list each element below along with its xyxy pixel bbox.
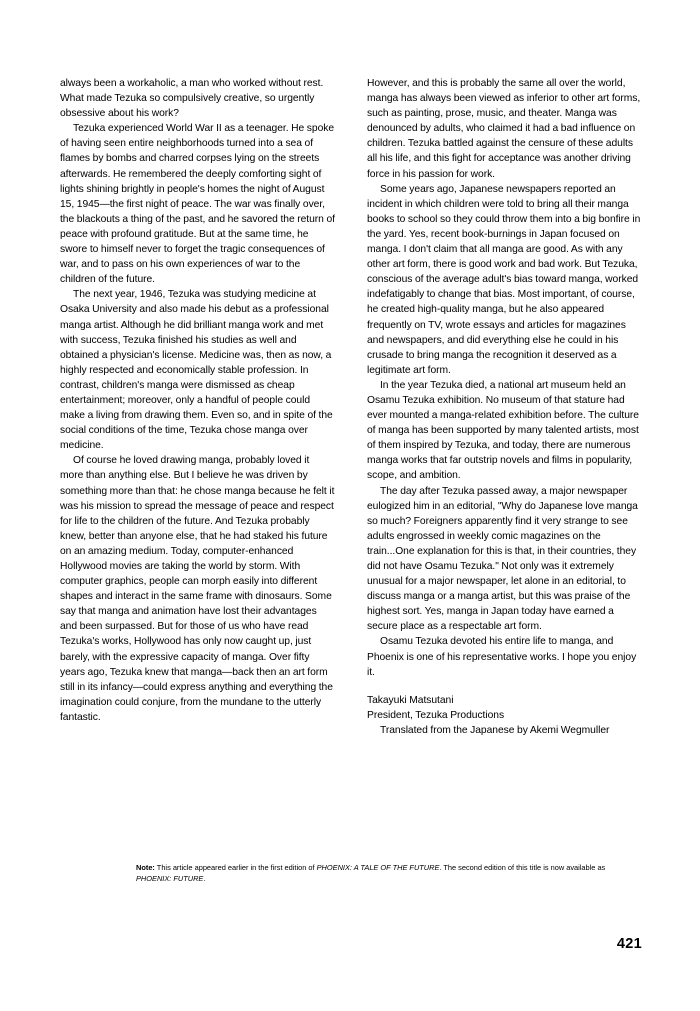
paragraph: Some years ago, Japanese newspapers reported an incident in which children were told to bring all their manga books to school so they could throw them into a big bonfire in the yard. Yes, recent book-burnings in Japan focused on manga. I don't claim that all manga are good. As with any other art form, there is good work and bad work. But Tezuka, conscious of the average adult's bias toward manga, worked indefatigably to change that bias. Most important, of course, he created high-quality manga, but he also appeared frequently on TV, wrote essays and articles for magazines and newspapers, and did everything else he could in his crusade to bring manga the recognition it deserved as a legitimate art form. bbox=[367, 183, 641, 376]
paragraph: Tezuka experienced World War II as a teenager. He spoke of having seen entire neighborhoods turned into a sea of flames by bombs and charred corpses lying on the streets afterwards. He remembered the deeply comforting sight of lights shining brightly in people's homes the night of August 15, 1945—the first night of peace. The war was finally over, the blackouts a thing of the past, and he savored the return of peace with profound gratitude. But at the same time, he swore to himself never to forget the tragic consequences of war, and to pass on his own experiences of war to the children of the future. bbox=[60, 123, 335, 286]
paragraph: always been a workaholic, a man who worked without rest. What made Tezuka so compulsively creative, so urgently obsessive about his work? bbox=[60, 78, 324, 120]
footnote-title-second-edition: PHOENIX: FUTURE bbox=[136, 874, 204, 883]
footnote-title-first-edition: PHOENIX: A TALE OF THE FUTURE bbox=[316, 863, 440, 872]
right-column bbox=[367, 76, 642, 738]
footnote-text-before: This article appeared earlier in the first edition of bbox=[154, 863, 317, 872]
paragraph: In the year Tezuka died, a national art museum held an Osamu Tezuka exhibition. No museum of that stature had ever mounted a manga-related exhibition before. The culture of manga has been supported by many talented artists, most of them inspired by Tezuka, and today, there are numerous manga works that far outstrip novels and films in popularity, scope, and ambition. bbox=[367, 379, 639, 482]
footnote-text-after: . bbox=[203, 874, 206, 883]
paragraph: The next year, 1946, Tezuka was studying medicine at Osaka University and also made his debut as a professional manga artist. Although he did brilliant manga work and met with success, Tezuka finished his studies as well and obtained a physician's license. Medicine was, then as now, a highly respected and economically stable profession. In contrast, children's manga were dismissed as cheap entertainment; moreover, only a handful of people could make a living from drawing them. Even so, and in spite of the social conditions of the time, Tezuka chose manga over medicine. bbox=[60, 289, 333, 452]
paragraph: The day after Tezuka passed away, a major newspaper eulogized him in an editorial, "Why do Japanese love manga so much? Foreigners apparently find it very strange to see adults engrossed in weekly comic magazines on the train...One explanation for this is that, in their countries, they did not have Osamu Tezuka." Not only was it extremely unusual for a major newspaper, let alone in an editorial, to discuss manga or a manga artist, but this was praise of the highest sort. Yes, manga in Japan today have earned a secure place as a respectable art form. bbox=[367, 485, 638, 633]
paragraph: However, and this is probably the same all over the world, manga has always been viewed as inferior to other art forms, such as painting, prose, music, and theater. Manga was denounced by adults, who claimed it had a bad influence on children. Tezuka battled against the censure of these adults all his life, and this fight for acceptance was another driving force in his passion for work. bbox=[367, 78, 641, 180]
paragraph: Osamu Tezuka devoted his entire life to manga, and Phoenix is one of his representative works. I hope you enjoy it. bbox=[367, 636, 637, 678]
footnote-label: Note: bbox=[136, 863, 155, 872]
signature-block bbox=[367, 693, 642, 723]
page-number: 421 bbox=[616, 936, 642, 952]
signature-title: President, Tezuka Productions bbox=[367, 709, 505, 721]
signature-name: Takayuki Matsutani bbox=[367, 694, 454, 706]
paragraph: Of course he loved drawing manga, probably loved it more than anything else. But I believe he was driven by something more than that: he chose manga because he felt it was his mission to spread the message of peace and respect for life to the children of the future. And Tezuka probably knew, better than anyone else, that he had staked his future on an amazing medium. Today, computer-enhanced Hollywood movies are taking the world by storm. With computer graphics, people can morph easily into different shapes and interact in the same frame with dinosaurs. Some say that manga and animation have lost their advantages and been surpassed. But for those of us who have read Tezuka's works, Hollywood has only now caught up, just barely, with the expressive capacity of manga. Over fifty years ago, Tezuka knew that manga—back then an art form still in its infancy—could express anything and everything the imagination could conjure, from the mundane to the utterly fantastic. bbox=[60, 455, 335, 723]
footnote-text-middle: . The second edition of this title is now available as bbox=[439, 863, 606, 872]
footnote bbox=[136, 862, 642, 884]
left-column bbox=[60, 76, 335, 738]
text-columns bbox=[60, 76, 642, 738]
translator-credit: Translated from the Japanese by Akemi Wegmuller bbox=[380, 724, 610, 736]
